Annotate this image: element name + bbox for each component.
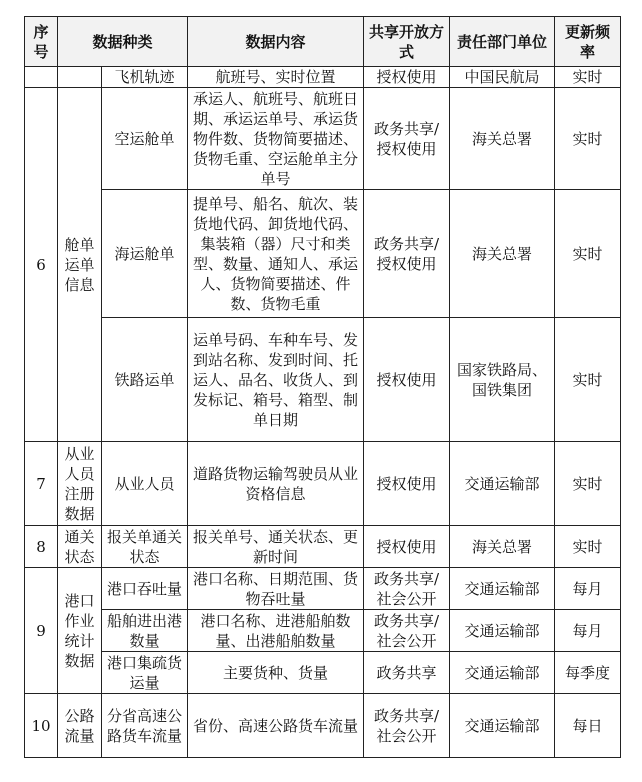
type-cell: 铁路运单: [102, 318, 188, 442]
content-cell: 承运人、航班号、航班日期、承运运单号、承运货物件数、货物简要描述、货物毛重、空运舱单主分单号: [188, 88, 364, 190]
header-row: [25, 17, 621, 67]
content-cell: 报关单号、通关状态、更新时间: [188, 526, 364, 568]
content-cell: 港口名称、进港船舶数量、出港船舶数量: [188, 610, 364, 652]
category-cell: 舱单运单信息: [58, 88, 102, 442]
type-cell: 港口集疏货运量: [102, 652, 188, 694]
share-cell: 政务共享/授权使用: [364, 190, 450, 318]
seq-cell: 9: [25, 568, 58, 694]
table-row: [25, 652, 621, 694]
dept-cell: 交通运输部: [450, 694, 555, 758]
dept-cell: 交通运输部: [450, 652, 555, 694]
content-cell: 道路货物运输驾驶员从业资格信息: [188, 442, 364, 526]
share-cell: 授权使用: [364, 526, 450, 568]
content-cell: 主要货种、货量: [188, 652, 364, 694]
table-row: [25, 67, 621, 88]
type-cell: 船舶进出港数量: [102, 610, 188, 652]
freq-cell: 实时: [555, 318, 621, 442]
content-cell: 港口名称、日期范围、货物吞吐量: [188, 568, 364, 610]
data-catalog-table: [24, 16, 621, 758]
freq-cell: 实时: [555, 67, 621, 88]
table-row: [25, 442, 621, 526]
dept-cell: 国家铁路局、国铁集团: [450, 318, 555, 442]
freq-cell: 实时: [555, 190, 621, 318]
freq-cell: 每月: [555, 610, 621, 652]
category-cell: [58, 67, 102, 88]
header-share: 共享开放方式: [364, 17, 450, 67]
share-cell: 政务共享/社会公开: [364, 568, 450, 610]
type-cell: 从业人员: [102, 442, 188, 526]
freq-cell: 实时: [555, 442, 621, 526]
share-cell: 政务共享/社会公开: [364, 694, 450, 758]
content-cell: 提单号、船名、航次、装货地代码、卸货地代码、集装箱（器）尺寸和类型、数量、通知人、承运人、货物简要描述、件数、货物毛重: [188, 190, 364, 318]
type-cell: 报关单通关状态: [102, 526, 188, 568]
freq-cell: 实时: [555, 88, 621, 190]
content-cell: 省份、高速公路货车流量: [188, 694, 364, 758]
dept-cell: 交通运输部: [450, 610, 555, 652]
category-cell: 从业人员注册数据: [58, 442, 102, 526]
content-cell: 航班号、实时位置: [188, 67, 364, 88]
dept-cell: 交通运输部: [450, 442, 555, 526]
header-content: 数据内容: [188, 17, 364, 67]
header-freq: 更新频率: [555, 17, 621, 67]
freq-cell: 每日: [555, 694, 621, 758]
dept-cell: 中国民航局: [450, 67, 555, 88]
share-cell: 授权使用: [364, 67, 450, 88]
freq-cell: 每月: [555, 568, 621, 610]
type-cell: 海运舱单: [102, 190, 188, 318]
freq-cell: 实时: [555, 526, 621, 568]
type-cell: 港口吞吐量: [102, 568, 188, 610]
header-dept: 责任部门单位: [450, 17, 555, 67]
type-cell: 空运舱单: [102, 88, 188, 190]
dept-cell: 交通运输部: [450, 568, 555, 610]
table-row: [25, 318, 621, 442]
dept-cell: 海关总署: [450, 526, 555, 568]
table-row: [25, 88, 621, 190]
table-row: [25, 568, 621, 610]
table-row: [25, 526, 621, 568]
share-cell: 授权使用: [364, 318, 450, 442]
table-row: [25, 190, 621, 318]
dept-cell: 海关总署: [450, 88, 555, 190]
share-cell: 授权使用: [364, 442, 450, 526]
table-row: [25, 610, 621, 652]
share-cell: 政务共享: [364, 652, 450, 694]
header-seq: 序号: [25, 17, 58, 67]
share-cell: 政务共享/授权使用: [364, 88, 450, 190]
seq-cell: 6: [25, 88, 58, 442]
type-cell: 分省高速公路货车流量: [102, 694, 188, 758]
seq-cell: 8: [25, 526, 58, 568]
share-cell: 政务共享/社会公开: [364, 610, 450, 652]
category-cell: 公路流量: [58, 694, 102, 758]
header-type: 数据种类: [58, 17, 188, 67]
seq-cell: 10: [25, 694, 58, 758]
category-cell: 通关状态: [58, 526, 102, 568]
freq-cell: 每季度: [555, 652, 621, 694]
type-cell: 飞机轨迹: [102, 67, 188, 88]
dept-cell: 海关总署: [450, 190, 555, 318]
table-row: [25, 694, 621, 758]
seq-cell: [25, 67, 58, 88]
content-cell: 运单号码、车种车号、发到站名称、发到时间、托运人、品名、收货人、到发标记、箱号、箱型、制单日期: [188, 318, 364, 442]
category-cell: 港口作业统计数据: [58, 568, 102, 694]
seq-cell: 7: [25, 442, 58, 526]
